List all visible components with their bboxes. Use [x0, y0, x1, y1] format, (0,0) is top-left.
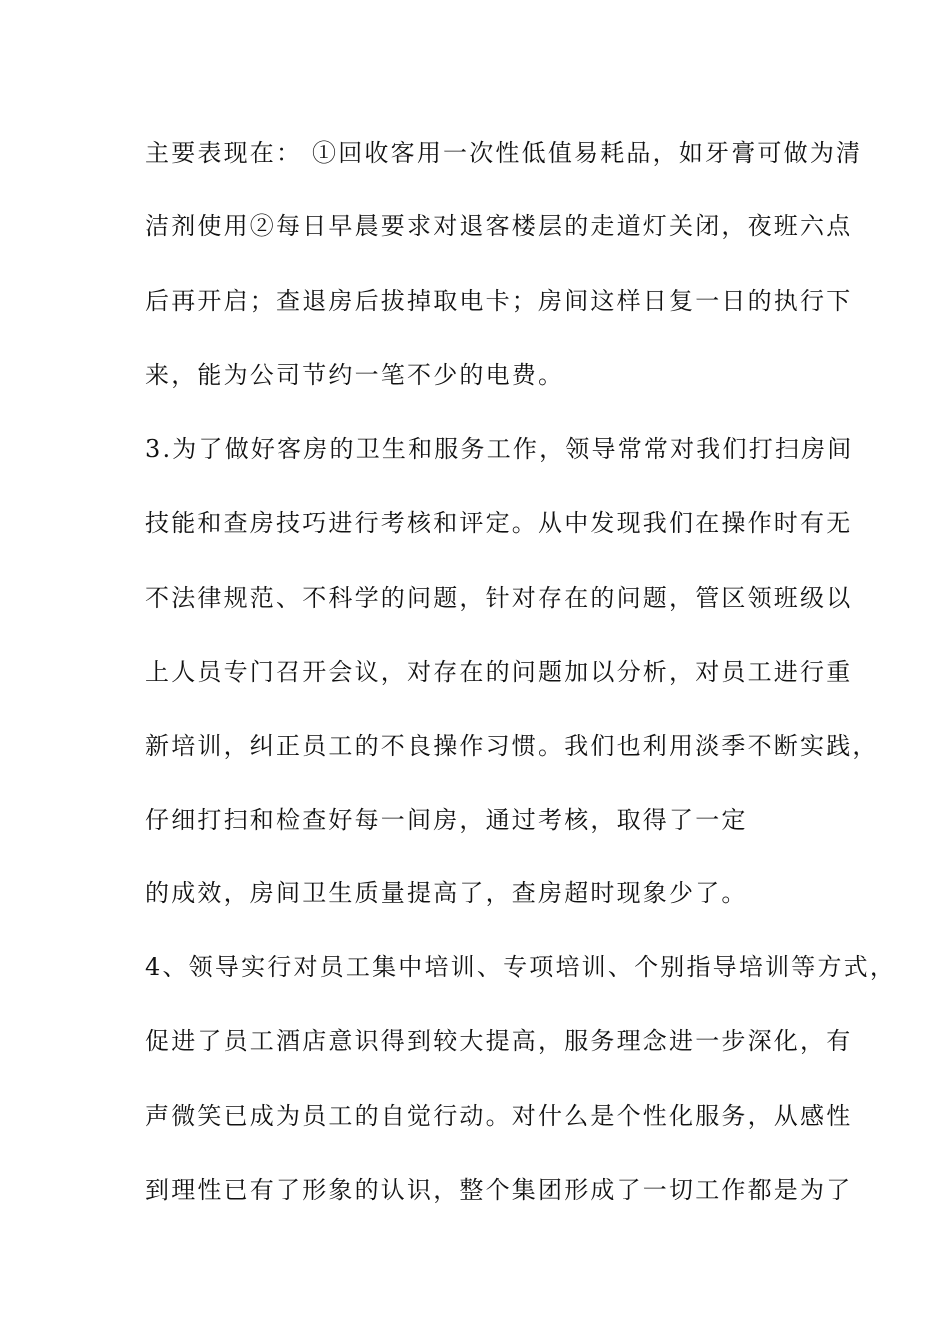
text-line: 4、领导实行对员工集中培训、专项培训、个别指导培训等方式， [145, 953, 897, 981]
text-line: 主要表现在： ①回收客用一次性低值易耗品，如牙膏可做为清 [145, 139, 863, 167]
text-line: 后再开启；查退房后拔掉取电卡；房间这样日复一日的执行下 [145, 287, 853, 315]
text-line: 新培训，纠正员工的不良操作习惯。我们也利用淡季不断实践， [145, 732, 879, 760]
text-line: 技能和查房技巧进行考核和评定。从中发现我们在操作时有无 [145, 509, 853, 537]
text-line: 到理性已有了形象的认识，整个集团形成了一切工作都是为了 [145, 1176, 853, 1204]
text-line: 3.为了做好客房的卫生和服务工作，领导常常对我们打扫房间 [145, 435, 854, 463]
text-line: 的成效，房间卫生质量提高了，查房超时现象少了。 [145, 879, 748, 907]
text-line: 不法律规范、不科学的问题，针对存在的问题，管区领班级以 [145, 584, 853, 612]
text-line: 声微笑已成为员工的自觉行动。对什么是个性化服务，从感性 [145, 1102, 853, 1130]
text-line: 上人员专门召开会议，对存在的问题加以分析，对员工进行重 [145, 658, 853, 686]
text-line: 促进了员工酒店意识得到较大提高，服务理念进一步深化，有 [145, 1027, 853, 1055]
text-line: 来，能为公司节约一笔不少的电费。 [145, 361, 565, 389]
text-line: 洁剂使用②每日早晨要求对退客楼层的走道灯关闭，夜班六点 [145, 212, 853, 240]
text-line: 仔细打扫和检查好每一间房，通过考核，取得了一定 [145, 806, 748, 834]
